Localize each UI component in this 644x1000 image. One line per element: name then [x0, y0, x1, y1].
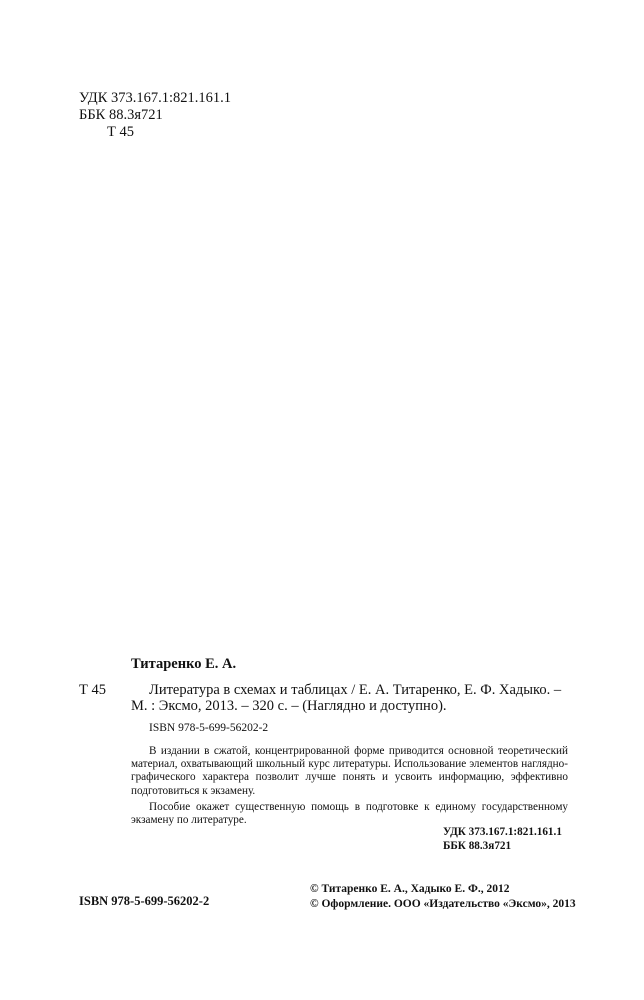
title-line-1: Литература в схемах и таблицах / Е. А. Титаренко, Е. Ф. Хадыко. –: [149, 682, 562, 698]
copyright-design: © Оформление. ООО «Издательство «Эксмо», 2013: [310, 898, 576, 910]
copyright-authors: © Титаренко Е. А., Хадыко Е. Ф., 2012: [310, 883, 510, 895]
catalog-isbn: ISBN 978-5-699-56202-2: [149, 722, 269, 734]
bbk-code: ББК 88.3я721: [79, 107, 163, 123]
catalog-udk: УДК 373.167.1:821.161.1: [443, 826, 562, 838]
title-line-2: М. : Эксмо, 2013. – 320 с. – (Наглядно и доступно).: [131, 698, 447, 714]
annotation-paragraph-2: Пособие окажет существенную помощь в подготовке к единому государственному экзамену по литературе.: [131, 800, 568, 827]
author-mark: Т 45: [107, 124, 134, 140]
udk-code: УДК 373.167.1:821.161.1: [79, 90, 232, 106]
author-heading: Титаренко Е. А.: [131, 656, 237, 672]
annotation: [131, 745, 568, 827]
footer-isbn: ISBN 978-5-699-56202-2: [79, 894, 210, 908]
catalog-mark: Т 45: [79, 682, 106, 698]
annotation-paragraph-1: В издании в сжатой, концентрированной форме приводится основной теоретический материал, охватывающий школьный курс литературы. Использование элементов наглядно-графического характера позволит лучше понять и усвоить информацию, эффективно подготовиться к экзамену.: [131, 745, 568, 797]
catalog-bbk: ББК 88.3я721: [443, 840, 512, 852]
